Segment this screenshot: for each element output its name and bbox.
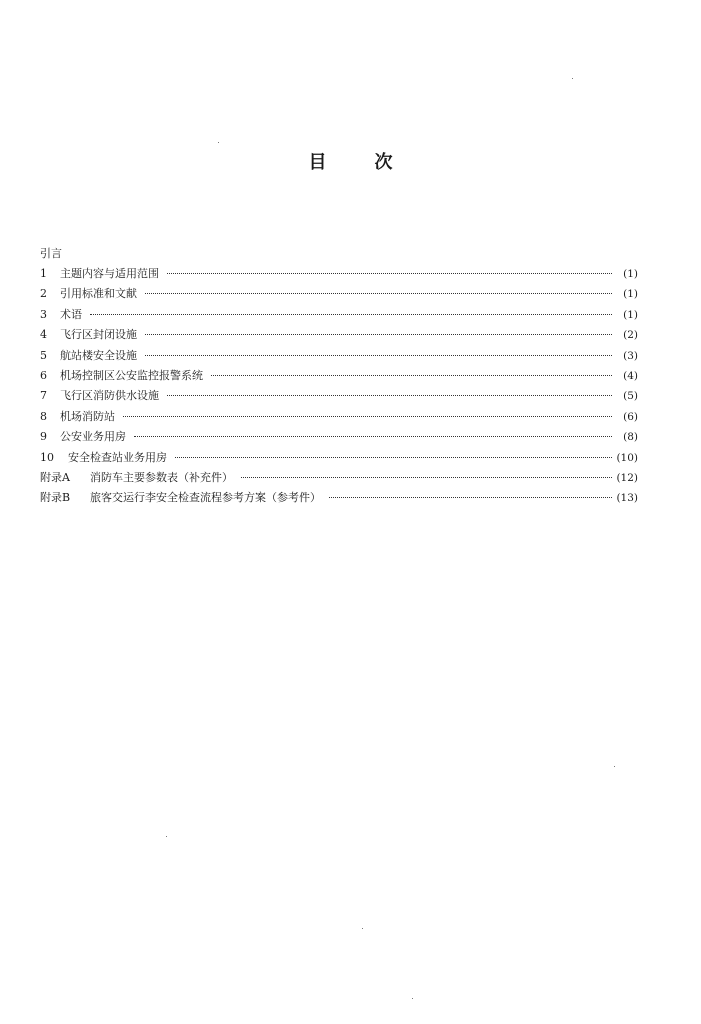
scan-speck (218, 142, 219, 143)
toc-dot-leader (167, 395, 612, 396)
toc-dot-leader (241, 477, 612, 478)
toc-dot-leader (329, 497, 612, 498)
toc-entry (40, 468, 638, 488)
toc-dot-leader (145, 355, 612, 356)
toc-entry-page: (6) (623, 410, 638, 423)
toc-dot-leader (90, 314, 612, 315)
toc-entry-number: 5 (40, 348, 47, 362)
toc-entry-page: (1) (623, 308, 638, 321)
toc-entry-label: 航站楼安全设施 (60, 348, 137, 362)
toc-entry-page: (2) (623, 329, 638, 342)
toc-entry-label: 引用标准和文献 (60, 287, 137, 301)
toc-entry (40, 325, 638, 345)
toc-entry-label: 消防车主要参数表（补充件） (90, 470, 233, 484)
toc-dot-leader (175, 457, 612, 458)
toc-entry-number: 3 (40, 307, 47, 321)
toc-entry-page: (5) (623, 390, 638, 403)
toc-intro: 引言 (40, 247, 62, 260)
scan-speck (362, 928, 363, 929)
toc-entry-label: 安全检查站业务用房 (68, 450, 167, 464)
toc-dot-leader (123, 416, 612, 417)
toc-dot-leader (211, 375, 612, 376)
scan-speck (614, 766, 615, 767)
title-char-1: 目 (308, 152, 327, 173)
toc-entry-label: 飞行区封闭设施 (60, 328, 137, 342)
toc-entry (40, 386, 638, 406)
toc-entry-number: 9 (40, 430, 47, 444)
toc-entry-number: 2 (40, 287, 47, 301)
toc-dot-leader (167, 273, 612, 274)
toc-entry-label: 飞行区消防供水设施 (60, 389, 159, 403)
toc-dot-leader (134, 436, 612, 437)
toc-entry (40, 488, 638, 508)
scan-speck (166, 836, 167, 837)
toc-entry-label: 术语 (60, 307, 82, 321)
toc-entry-number: 7 (40, 389, 47, 403)
toc-dot-leader (145, 293, 612, 294)
toc-entry-label: 旅客交运行李安全检查流程参考方案（参考件） (90, 491, 321, 505)
toc-entry (40, 407, 638, 427)
toc-entry-page: (10) (616, 451, 638, 464)
title-char-2: 次 (374, 152, 393, 173)
toc-entry (40, 284, 638, 304)
table-of-contents (40, 244, 638, 509)
toc-entry-label: 主题内容与适用范围 (60, 267, 159, 280)
toc-entry-page: (1) (623, 268, 638, 280)
toc-entry-page: (13) (616, 492, 638, 505)
toc-entry (40, 448, 638, 468)
toc-entry-page: (4) (623, 369, 638, 382)
scan-speck (572, 78, 573, 79)
toc-entry-number: 8 (40, 409, 47, 423)
toc-entry-label: 机场消防站 (60, 409, 115, 423)
toc-entry (40, 346, 638, 366)
toc-entry-number: 4 (40, 328, 47, 342)
page-title (0, 148, 701, 174)
toc-entry-page: (12) (616, 471, 638, 484)
toc-entry (40, 264, 638, 284)
toc-entry-label: 机场控制区公安监控报警系统 (60, 368, 203, 382)
toc-entry-page: (1) (623, 288, 638, 301)
toc-entry (40, 427, 638, 447)
toc-entry-number: 10 (40, 450, 54, 464)
toc-entry (40, 366, 638, 386)
toc-entry-number: 6 (40, 368, 47, 382)
toc-entry (40, 305, 638, 325)
toc-dot-leader (145, 334, 612, 335)
toc-entry-page: (3) (623, 349, 638, 362)
toc-entry-number: 附录A (40, 470, 70, 484)
scan-speck (412, 998, 413, 999)
toc-entry-page: (8) (623, 431, 638, 444)
toc-entry-number: 1 (40, 267, 47, 280)
toc-entry-number: 附录B (40, 491, 71, 505)
toc-entry-label: 公安业务用房 (60, 430, 126, 444)
